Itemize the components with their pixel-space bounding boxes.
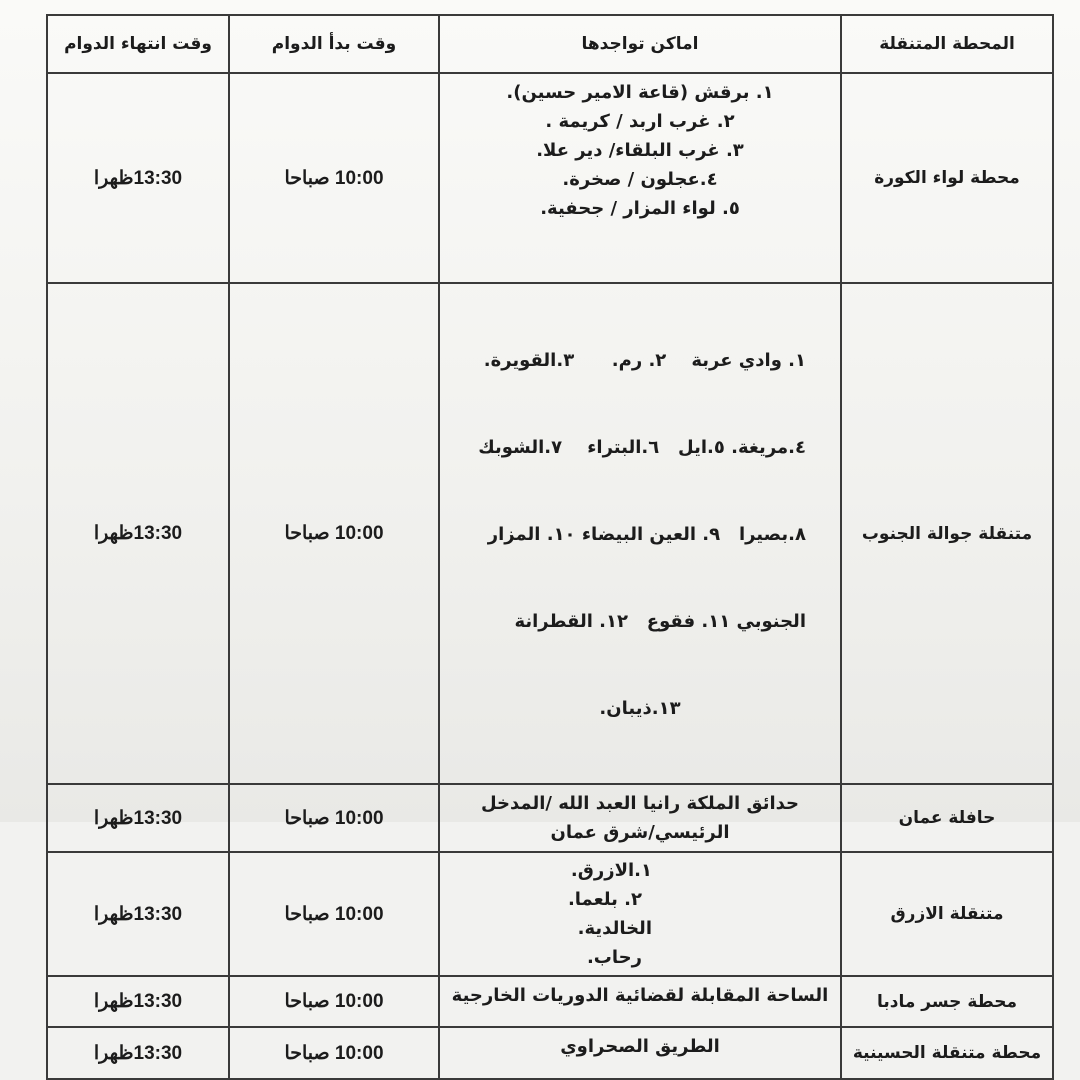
table-row: [47, 73, 1053, 283]
end-time-cell: 13:30ظهرا: [47, 976, 229, 1027]
station-cell: محطة متنقلة الحسينية: [841, 1027, 1053, 1079]
place-line: ١. برقش (قاعة الامير حسين).: [506, 82, 774, 103]
station-cell: محطة لواء الكورة: [841, 73, 1053, 283]
places-cell: [439, 784, 841, 852]
places-cell: [439, 283, 841, 784]
place-line: الطريق الصحراوي: [560, 1036, 720, 1057]
station-cell: متنقلة الازرق: [841, 852, 1053, 976]
station-cell: حافلة عمان: [841, 784, 1053, 852]
mobile-stations-table: [46, 14, 1054, 1080]
place-line: ٢. غرب اربد / كريمة .: [545, 111, 735, 132]
places-cell: [439, 1027, 841, 1079]
table-row: [47, 283, 1053, 784]
place-line: ١٣.ذيبان.: [599, 698, 681, 719]
end-time-cell: 13:30ظهرا: [47, 852, 229, 976]
table-row: [47, 784, 1053, 852]
station-cell: متنقلة جوالة الجنوب: [841, 283, 1053, 784]
start-time-cell: 10:00 صباحا: [229, 73, 439, 283]
place-line: الساحة المقابلة لقضائية الدوريات الخارجية: [451, 985, 829, 1006]
place-line: حدائق الملكة رانيا العبد الله /المدخل: [480, 793, 799, 814]
place-line: ١. وادي عربة ٢. رم. ٣.القويرة.: [483, 350, 806, 371]
place-line: ٨.بصيرا ٩. العين البيضاء ١٠. المزار: [487, 524, 806, 545]
header-start-time: وقت بدأ الدوام: [229, 15, 439, 73]
table-row: [47, 852, 1053, 976]
place-line: ٤.عجلون / صخرة.: [562, 169, 718, 190]
place-line: الرئيسي/شرق عمان: [550, 822, 730, 843]
start-time-cell: 10:00 صباحا: [229, 852, 439, 976]
header-station: المحطة المتنقلة: [841, 15, 1053, 73]
place-line: الخالدية.: [577, 918, 652, 939]
place-line: ٤.مريغة. ٥.ايل ٦.البتراء ٧.الشوبك: [478, 437, 806, 458]
table-header-row: [47, 15, 1053, 73]
header-places: اماكن تواجدها: [439, 15, 841, 73]
header-end-time: وقت انتهاء الدوام: [47, 15, 229, 73]
place-line: ٣. غرب البلقاء/ دير علا.: [536, 140, 744, 161]
start-time-cell: 10:00 صباحا: [229, 1027, 439, 1079]
end-time-cell: 13:30ظهرا: [47, 73, 229, 283]
station-cell: محطة جسر مادبا: [841, 976, 1053, 1027]
place-line: الجنوبي ١١. فقوع ١٢. القطرانة: [514, 611, 806, 632]
place-line: ٥. لواء المزار / جحفية.: [540, 198, 740, 219]
end-time-cell: 13:30ظهرا: [47, 1027, 229, 1079]
places-cell: [439, 73, 841, 283]
start-time-cell: 10:00 صباحا: [229, 784, 439, 852]
place-line: ٢. بلعما.: [567, 889, 642, 910]
place-line: ١.الازرق.: [570, 860, 652, 881]
end-time-cell: 13:30ظهرا: [47, 283, 229, 784]
table-row: [47, 976, 1053, 1027]
places-cell: [439, 976, 841, 1027]
end-time-cell: 13:30ظهرا: [47, 784, 229, 852]
place-line: رحاب.: [586, 947, 642, 968]
start-time-cell: 10:00 صباحا: [229, 976, 439, 1027]
table-row: [47, 1027, 1053, 1079]
places-cell: [439, 852, 841, 976]
start-time-cell: 10:00 صباحا: [229, 283, 439, 784]
